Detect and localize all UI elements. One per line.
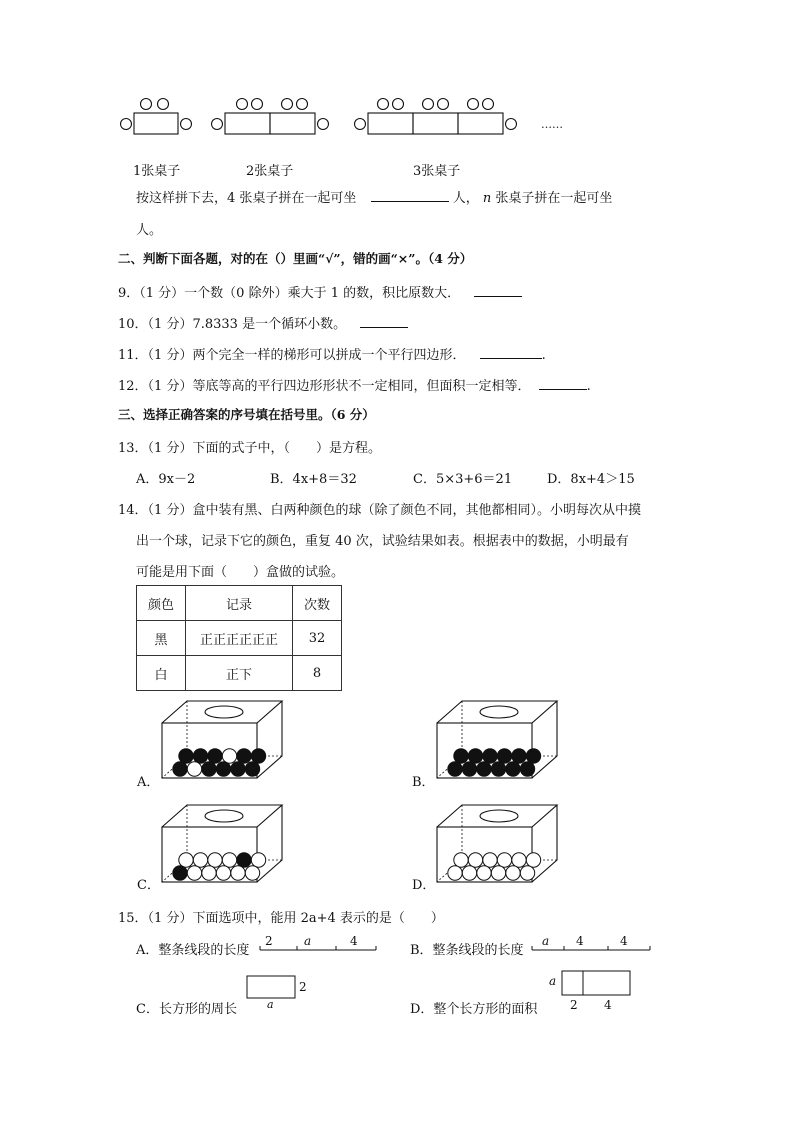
box-b — [437, 701, 557, 778]
black-ball — [251, 749, 265, 763]
table-header: 次数 — [293, 586, 342, 621]
table-row — [137, 621, 342, 656]
black-ball — [497, 749, 511, 763]
q15-a-num-3: 4 — [350, 934, 358, 948]
q14-line3: 可能是用下面（ ）盒做的试验。 — [136, 565, 345, 580]
black-ball — [179, 749, 193, 763]
black-ball — [245, 762, 259, 776]
section2-title: 二、判断下面各题，对的在（）里画“√”，错的画“×”。（4 分） — [118, 251, 473, 266]
q15-option-d[interactable]: D．整个长方形的面积 — [410, 1002, 538, 1017]
q8-line2: 人。 — [136, 223, 163, 238]
q15-a-num-1: 2 — [265, 934, 273, 948]
q14-line1: 14．（1 分）盒中装有黑、白两种颜色的球（除了颜色不同，其他都相同）。小明每次从中摸 — [118, 503, 641, 518]
q13-stem: 13．（1 分）下面的式子中，（ ）是方程。 — [118, 441, 381, 456]
table-header-row — [137, 586, 342, 621]
white-ball — [483, 853, 497, 867]
black-ball — [454, 749, 468, 763]
white-ball — [477, 866, 491, 880]
box-label-c[interactable]: C． — [137, 878, 160, 893]
box-d — [437, 805, 557, 882]
box-a — [162, 701, 282, 778]
ellipsis: …… — [541, 118, 563, 131]
ball-boxes-figure — [0, 690, 794, 930]
black-ball — [237, 749, 251, 763]
tables-label-3: 3张桌子 — [413, 164, 461, 179]
q15-d-num-3: 4 — [604, 998, 612, 1012]
q8-line1 — [136, 187, 612, 206]
black-ball — [448, 762, 462, 776]
q15-d-num-1: a — [549, 974, 557, 988]
q15-b-num-3: 4 — [620, 934, 628, 948]
black-ball — [216, 762, 230, 776]
table-cell: 正下 — [186, 656, 293, 691]
q15-b-num-2: 4 — [576, 934, 584, 948]
white-ball — [491, 866, 505, 880]
q13-option-b[interactable]: B．4x+8＝32 — [270, 472, 357, 487]
judge-text-9: 9．（1 分）一个数（0 除外）乘大于 1 的数，积比原数大． — [118, 286, 461, 301]
q15-option-b[interactable]: B．整条线段的长度 — [410, 943, 524, 958]
q8-blank-1[interactable] — [371, 189, 449, 202]
q15-b-num-1: a — [542, 934, 550, 948]
white-ball — [193, 853, 207, 867]
white-ball — [506, 866, 520, 880]
box-label-d[interactable]: D． — [412, 878, 436, 893]
q15-d-num-2: 2 — [570, 998, 578, 1012]
table-cell: 黑 — [137, 621, 186, 656]
black-ball — [202, 762, 216, 776]
white-ball — [231, 866, 245, 880]
white-ball — [512, 853, 526, 867]
judge-text-11: 11．（1 分）两个完全一样的梯形可以拼成一个平行四边形． — [118, 348, 466, 363]
white-ball — [222, 853, 236, 867]
judge-blank-10[interactable] — [360, 315, 408, 328]
q8-text-a: 按这样拼下去，4 张桌子拼在一起可坐 — [136, 191, 357, 206]
judge-blank-9[interactable] — [474, 284, 522, 297]
tables-label-1: 1张桌子 — [133, 164, 181, 179]
black-ball — [231, 762, 245, 776]
q13-option-d[interactable]: D．8x+4＞15 — [547, 472, 635, 487]
q8-text-b: 人， — [452, 191, 479, 206]
judge-item-11 — [118, 344, 546, 363]
black-ball — [512, 749, 526, 763]
black-ball — [520, 762, 534, 776]
q15-option-a[interactable]: A．整条线段的长度 — [136, 943, 250, 958]
white-ball — [448, 866, 462, 880]
judge-blank-12[interactable] — [539, 377, 587, 390]
white-ball — [187, 762, 201, 776]
section3-title: 三、选择正确答案的序号填在括号里。（6 分） — [118, 407, 375, 422]
white-ball — [222, 749, 236, 763]
white-ball — [520, 866, 534, 880]
white-ball — [497, 853, 511, 867]
q8-text-d: 张桌子拼在一起可坐 — [491, 191, 613, 206]
black-ball — [462, 762, 476, 776]
white-ball — [216, 866, 230, 880]
table-header: 颜色 — [137, 586, 186, 621]
table-row — [137, 656, 342, 691]
black-ball — [173, 866, 187, 880]
box-label-b[interactable]: B． — [412, 775, 435, 790]
box-label-a[interactable]: A． — [137, 775, 160, 790]
white-ball — [202, 866, 216, 880]
q15-option-c[interactable]: C．长方形的周长 — [136, 1002, 237, 1017]
judge-tail-12: . — [586, 379, 591, 394]
table-header: 记录 — [186, 586, 293, 621]
judge-item-9 — [118, 282, 522, 301]
q15-c-num-2: a — [267, 998, 274, 1011]
table-cell: 8 — [293, 656, 342, 691]
black-ball — [173, 762, 187, 776]
table-cell: 32 — [293, 621, 342, 656]
tables-figure — [0, 0, 794, 160]
table-cell: 正正正正正正 — [186, 621, 293, 656]
q14-line2: 出一个球，记录下它的颜色，重复 40 次，试验结果如表。根据表中的数据，小明最有 — [136, 534, 629, 549]
black-ball — [208, 749, 222, 763]
table-cell: 白 — [137, 656, 186, 691]
white-ball — [187, 866, 201, 880]
q13-option-a[interactable]: A．9x－2 — [136, 472, 196, 487]
q15-a-num-2: a — [304, 934, 312, 948]
judge-text-12: 12．（1 分）等底等高的平行四边形形状不一定相同，但面积一定相等． — [118, 379, 531, 394]
q8-var-n: n — [482, 191, 492, 206]
judge-blank-11[interactable] — [480, 346, 542, 359]
white-ball — [526, 853, 540, 867]
black-ball — [526, 749, 540, 763]
black-ball — [468, 749, 482, 763]
tables-label-2: 2张桌子 — [246, 164, 294, 179]
record-table — [136, 585, 342, 691]
black-ball — [237, 853, 251, 867]
judge-text-10: 10．（1 分）7.8333 是一个循环小数。 — [118, 317, 347, 332]
q15-c-num-1: 2 — [299, 980, 307, 994]
judge-tail-11: . — [541, 348, 546, 363]
black-ball — [193, 749, 207, 763]
judge-item-10 — [118, 313, 408, 332]
black-ball — [491, 762, 505, 776]
white-ball — [468, 853, 482, 867]
white-ball — [454, 853, 468, 867]
white-ball — [208, 853, 222, 867]
white-ball — [245, 866, 259, 880]
white-ball — [179, 853, 193, 867]
white-ball — [251, 853, 265, 867]
black-ball — [477, 762, 491, 776]
q15-segment-a — [258, 934, 378, 958]
q15-stem: 15．（1 分）下面选项中，能用 2a+4 表示的是（ ） — [118, 911, 444, 926]
black-ball — [506, 762, 520, 776]
black-ball — [483, 749, 497, 763]
white-ball — [462, 866, 476, 880]
q15-rect-d — [561, 970, 633, 998]
box-c — [162, 805, 282, 882]
judge-item-12 — [118, 375, 591, 394]
q13-option-c[interactable]: C．5×3+6＝21 — [413, 472, 513, 487]
